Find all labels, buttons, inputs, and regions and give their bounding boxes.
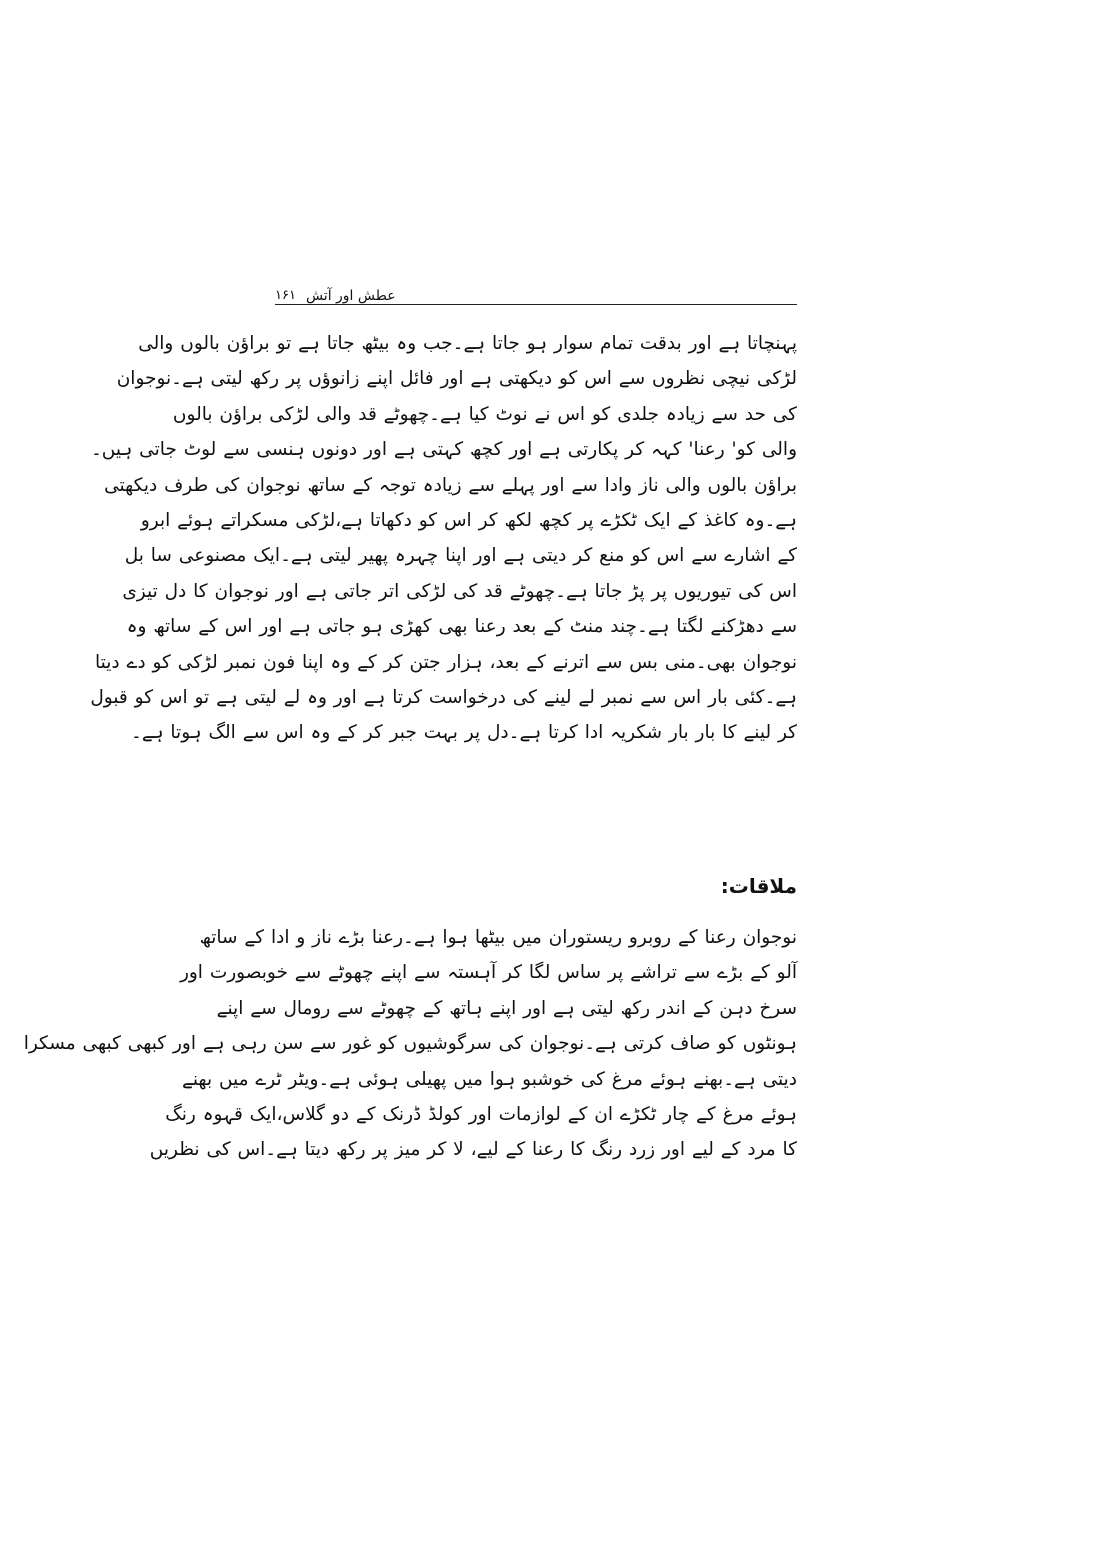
text-line: ہے۔کئی بار اس سے نمبر لے لینے کی درخواست کرتا ہے اور وہ لے لیتی ہے تو اس کو قبول: [90, 687, 797, 709]
text-line: اس کی تیوریوں پر پڑ جاتا ہے۔چھوٹے قد کی لڑکی اتر جاتی ہے اور نوجوان کا دل تیزی: [122, 580, 797, 602]
running-header: [275, 280, 797, 304]
text-line: والی کو' رعنا' کہہ کر پکارتی ہے اور کچھ کہتی ہے اور دونوں ہنسی سے لوٹ جاتی ہیں۔: [90, 439, 797, 461]
header-rule: [275, 304, 797, 305]
text-line: کی حد سے زیادہ جلدی کو اس نے نوٹ کیا ہے۔چھوٹے قد والی لڑکی براؤن بالوں: [172, 403, 797, 425]
paragraph-2: [23, 920, 797, 1168]
text-line: کر لینے کا بار بار شکریہ ادا کرتا ہے۔دل پر بہت جبر کر کے وہ اس سے الگ ہوتا ہے۔: [131, 722, 797, 744]
text-line: سرخ دہن کے اندر رکھ لیتی ہے اور اپنے ہاتھ کے چھوٹے سے رومال سے اپنے: [216, 997, 797, 1019]
text-line: آلو کے بڑے سے تراشے پر ساس لگا کر آہستہ سے اپنے چھوٹے سے خوبصورت اور: [179, 962, 797, 984]
text-line: نوجوان رعنا کے روبرو ریستوران میں بیٹھا ہوا ہے۔رعنا بڑے ناز و ادا کے ساتھ: [199, 927, 797, 948]
text-line: کے اشارے سے اس کو منع کر دیتی ہے اور اپنا چہرہ پھیر لیتی ہے۔ایک مصنوعی سا بل: [124, 545, 797, 567]
book-title: عطش اور آتش: [305, 288, 396, 304]
section-heading: ملاقات:: [720, 874, 797, 898]
text-line: پہنچاتا ہے اور بدقت تمام سوار ہو جاتا ہے۔جب وہ بیٹھ جاتا ہے تو براؤن بالوں والی: [138, 333, 797, 354]
text-line: کا مرد کے لیے اور زرد رنگ کا رعنا کے لیے، لا کر میز پر رکھ دیتا ہے۔اس کی نظریں: [149, 1139, 797, 1161]
page-number: ۱۶۱: [275, 288, 296, 303]
text-line: لڑکی نیچی نظروں سے اس کو دیکھتی ہے اور فائل اپنے زانوؤں پر رکھ لیتی ہے۔نوجوان: [116, 368, 797, 390]
text-line: دیتی ہے۔بھنے ہوئے مرغ کی خوشبو ہوا میں پھیلی ہوئی ہے۔ویٹر ٹرے میں بھنے: [182, 1068, 797, 1090]
text-line: نوجوان بھی۔منی بس سے اترنے کے بعد، ہزار جتن کر کے وہ اپنا فون نمبر لڑکی کو دے دیتا: [95, 651, 797, 673]
text-line: براؤن بالوں والی ناز وادا سے اور پہلے سے زیادہ توجہ کے ساتھ نوجوان کی طرف دیکھتی: [104, 474, 797, 496]
text-line: ہونٹوں کو صاف کرتی ہے۔نوجوان کی سرگوشیوں کو غور سے سن رہی ہے اور کبھی کبھی مسکرا: [23, 1033, 797, 1055]
text-line: سے دھڑکنے لگتا ہے۔چند منٹ کے بعد رعنا بھی کھڑی ہو جاتی ہے اور اس کے ساتھ وہ: [126, 616, 797, 638]
text-line: ہے۔وہ کاغذ کے ایک ٹکڑے پر کچھ لکھ کر اس کو دکھاتا ہے،لڑکی مسکراتے ہوئے ابرو: [140, 510, 797, 532]
paragraph-1: [90, 326, 797, 751]
text-line: ہوئے مرغ کے چار ٹکڑے ان کے لوازمات اور کولڈ ڈرنک کے دو گلاس،ایک قہوہ رنگ: [165, 1104, 797, 1126]
